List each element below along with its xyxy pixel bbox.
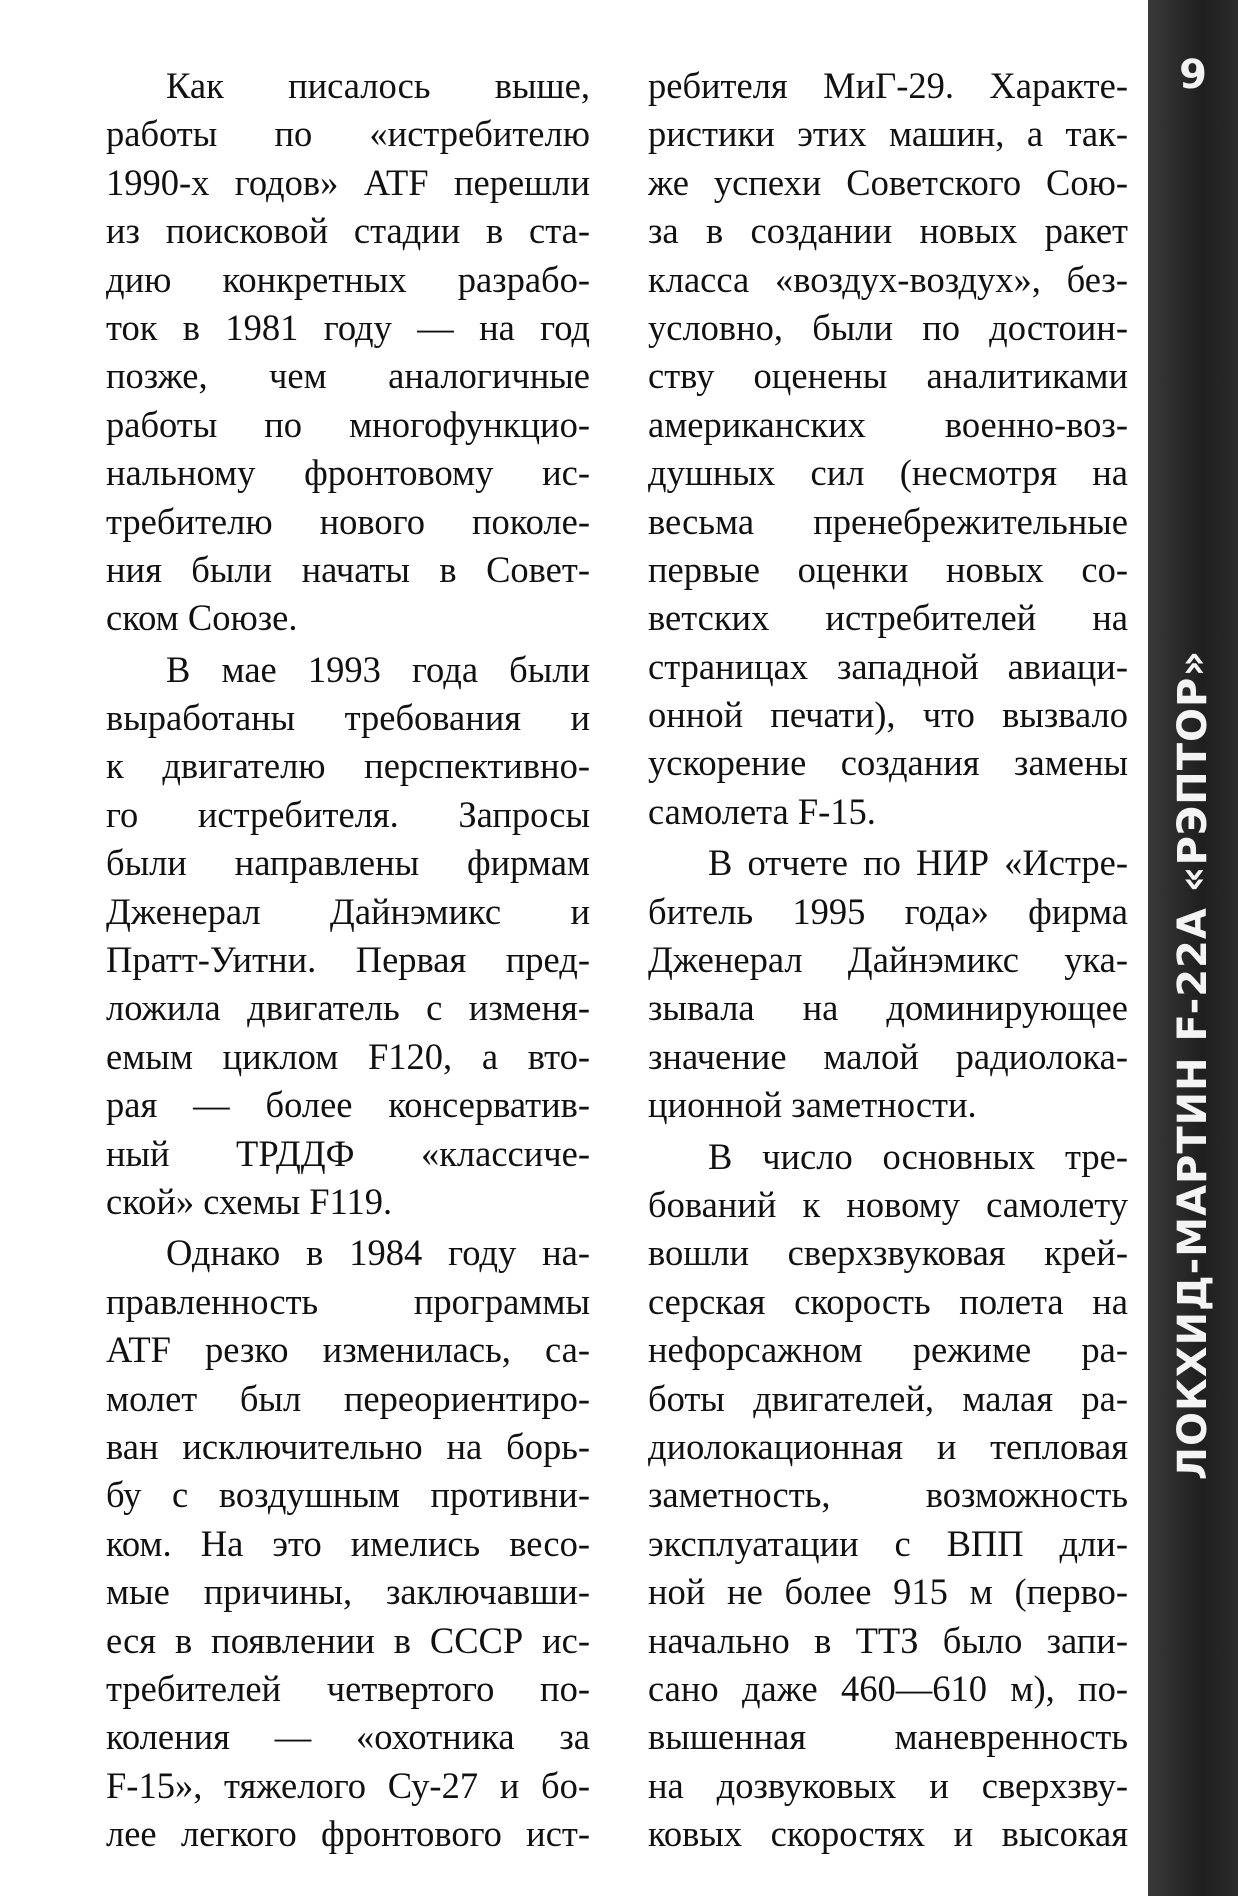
- text-line: еся в появлении в СССР ис-: [106, 1619, 590, 1661]
- paragraph: [106, 62, 590, 643]
- text-line: бу с воздушным противни-: [106, 1474, 590, 1516]
- text-line: работы по многофункцио-: [106, 403, 590, 445]
- text-line: Однако в 1984 году на-: [166, 1232, 590, 1274]
- text-line: рая — более консерватив-: [106, 1084, 590, 1126]
- text-line: ускорение создания замены: [648, 742, 1128, 784]
- text-line: Дженерал Дайнэмикс ука-: [648, 939, 1128, 981]
- text-line: на дозвуковых и сверхзву-: [648, 1764, 1128, 1806]
- text-line: ковых скоростях и высокая: [648, 1813, 1128, 1855]
- text-line: лее легкого фронтового ист-: [106, 1813, 590, 1855]
- text-line: ребителя МиГ-29. Характе-: [648, 65, 1128, 106]
- text-line: ложила двигатель с изменя-: [106, 987, 590, 1029]
- paragraph: [106, 646, 590, 1227]
- text-line: нефорсажном режиме ра-: [648, 1329, 1128, 1371]
- text-line: ству оценены аналитиками: [648, 355, 1128, 397]
- paragraph: [648, 839, 1128, 1129]
- text-line: значение малой радиолока-: [648, 1035, 1128, 1077]
- text-line: правленность программы: [106, 1280, 590, 1322]
- text-line: страницах западной авиаци-: [648, 645, 1128, 687]
- text-line: В мае 1993 года были: [166, 648, 590, 690]
- text-line: дию конкретных разрабо-: [106, 258, 590, 300]
- right-text-column: [648, 62, 1128, 1861]
- running-head-sidebar: [1148, 0, 1238, 1896]
- text-line: го истребителя. Запросы: [106, 793, 590, 835]
- text-line: вошли сверхзвуковая крей-: [648, 1232, 1128, 1274]
- text-line: ток в 1981 году — на год: [106, 306, 590, 348]
- text-line: были направлены фирмам: [106, 842, 590, 884]
- text-line: молет был переориентиро-: [106, 1377, 590, 1419]
- text-line: зывала на доминирующее: [648, 987, 1128, 1029]
- text-line: американских военно-воз-: [648, 403, 1128, 445]
- text-line: Как писалось выше,: [166, 65, 590, 106]
- text-line: класса «воздух-воздух», без-: [648, 258, 1128, 300]
- text-line: бований к новому самолету: [648, 1183, 1128, 1225]
- text-line: весьма пренебрежительные: [648, 500, 1128, 542]
- text-line: душных сил (несмотря на: [648, 452, 1128, 494]
- left-text-column: [106, 62, 590, 1861]
- text-line: F-15», тяжелого Су-27 и бо-: [106, 1764, 590, 1806]
- text-line: заметность, возможность: [648, 1474, 1128, 1516]
- text-line: начально в ТТЗ было запи-: [648, 1619, 1128, 1661]
- text-line: онной печати), что вызвало: [648, 694, 1128, 736]
- paragraph: [648, 1133, 1128, 1859]
- text-line: требителей четвертого по-: [106, 1667, 590, 1709]
- text-line: диолокационная и тепловая: [648, 1425, 1128, 1467]
- text-line: ском Союзе.: [106, 597, 298, 639]
- text-line: емым циклом F120, а вто-: [106, 1035, 590, 1077]
- text-line: позже, чем аналогичные: [106, 355, 590, 397]
- text-line: требителю нового поколе-: [106, 500, 590, 542]
- text-line: эксплуатации с ВПП дли-: [648, 1522, 1128, 1564]
- text-line: за в создании новых ракет: [648, 210, 1128, 252]
- text-line: ской» схемы F119.: [106, 1180, 393, 1222]
- text-line: В отчете по НИР «Истре-: [708, 842, 1128, 884]
- paragraph: [648, 62, 1128, 836]
- text-line: ком. На это имелись весо-: [106, 1522, 590, 1564]
- text-line: серская скорость полета на: [648, 1280, 1128, 1322]
- text-line: Дженерал Дайнэмикс и: [106, 890, 590, 932]
- text-line: Пратт-Уитни. Первая пред-: [106, 939, 590, 981]
- text-line: мые причины, заключавши-: [106, 1571, 590, 1613]
- text-line: ATF резко изменилась, са-: [106, 1329, 590, 1371]
- text-line: ния были начаты в Совет-: [106, 548, 590, 590]
- running-title: ЛОКХИД-МАРТИН F-22A «РЭПТОР»: [1170, 649, 1216, 1481]
- text-line: сано даже 460—610 м), по-: [648, 1667, 1128, 1709]
- text-line: 1990-х годов» ATF перешли: [106, 161, 590, 203]
- text-line: коления — «охотника за: [106, 1716, 590, 1758]
- text-line: ционной заметности.: [648, 1084, 977, 1126]
- text-line: В число основных тре-: [708, 1135, 1128, 1177]
- text-line: условно, были по достоин-: [648, 306, 1128, 348]
- text-line: работы по «истребителю: [106, 113, 590, 155]
- text-line: первые оценки новых со-: [648, 548, 1128, 590]
- text-line: битель 1995 года» фирма: [648, 890, 1128, 932]
- text-line: самолета F-15.: [648, 790, 876, 832]
- text-line: к двигателю перспективно-: [106, 745, 590, 787]
- text-line: ван исключительно на борь-: [106, 1425, 590, 1467]
- text-line: нальному фронтовому ис-: [106, 452, 590, 494]
- text-line: ристики этих машин, а так-: [648, 113, 1128, 155]
- text-line: ной не более 915 м (перво-: [648, 1571, 1128, 1613]
- text-line: ветских истребителей на: [648, 597, 1128, 639]
- text-line: вышенная маневренность: [648, 1716, 1128, 1758]
- text-line: из поисковой стадии в ста-: [106, 210, 590, 252]
- text-line: боты двигателей, малая ра-: [648, 1377, 1128, 1419]
- text-line: ный ТРДДФ «классиче-: [106, 1132, 590, 1174]
- paragraph: [106, 1229, 590, 1858]
- text-line: выработаны требования и: [106, 697, 590, 739]
- page-number: 9: [1179, 52, 1207, 98]
- text-line: же успехи Советского Сою-: [648, 161, 1128, 203]
